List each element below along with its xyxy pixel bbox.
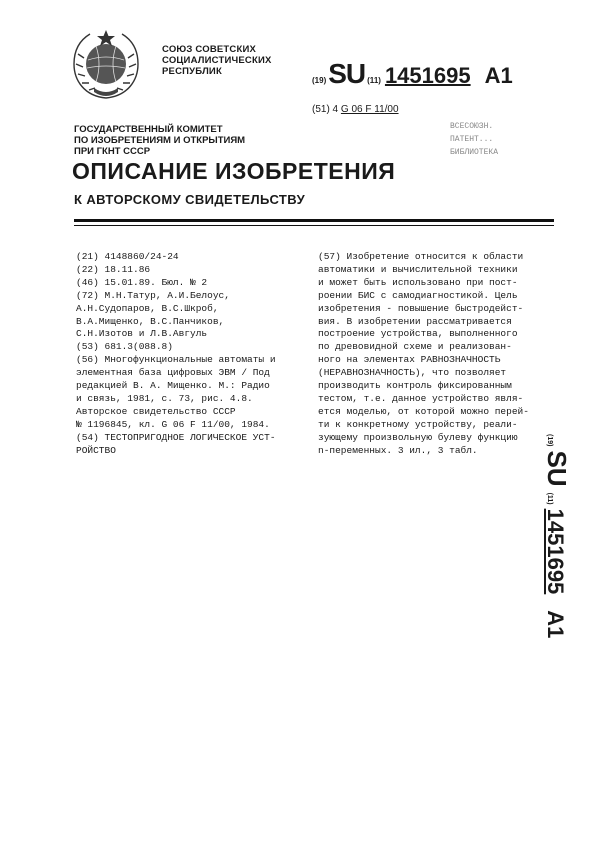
- stamp-line: ВСЕСОЮЗН.: [450, 122, 494, 131]
- abstract-line: производить контроль фиксированным: [318, 380, 512, 392]
- committee-line: ПРИ ГКНТ СССР: [74, 146, 151, 157]
- abstract-line: роении БИС с самодиагностикой. Цель: [318, 289, 518, 301]
- ipc-classification: [312, 104, 399, 115]
- stamp-line: ПАТЕНТ...: [450, 135, 494, 144]
- abstract-line: автоматики и вычислительной техники: [318, 263, 518, 275]
- abstract-line: ется моделью, от которой можно перей-: [318, 405, 529, 417]
- abstract-line: (57) Изобретение относится к области: [318, 251, 524, 262]
- biblio-line: Авторское свидетельство СССР: [76, 405, 236, 417]
- abstract-line: n-переменных. 3 ил., 3 табл.: [318, 444, 478, 456]
- biblio-line: № 1196845, кл. G 06 F 11/00, 1984.: [76, 418, 270, 430]
- biblio-line: РОЙСТВО: [76, 444, 116, 456]
- divider-thin: [74, 225, 554, 226]
- country-code: SU: [328, 58, 366, 89]
- inid-code-19: (19): [312, 76, 327, 85]
- country-line: СОЮЗ СОВЕТСКИХ: [162, 44, 257, 55]
- side-inid-code-11: (11): [546, 492, 553, 505]
- biblio-line: С.Н.Изотов и Л.В.Авгуль: [76, 328, 208, 340]
- abstract-line: изобретения - повышение быстродейст-: [318, 302, 524, 314]
- abstract-line: (НЕРАВНОЗНАЧНОСТЬ), что позволяет: [318, 367, 507, 379]
- inid-code-11: (11): [367, 76, 381, 85]
- side-publication-number-value: 1451695: [543, 508, 568, 595]
- biblio-line: А.Н.Судопаров, В.С.Шкроб,: [76, 302, 219, 314]
- library-stamp: [450, 120, 550, 166]
- biblio-line: (21) 4148860/24-24: [76, 251, 179, 262]
- abstract-line: тестом, т.е. данное устройство явля-: [318, 392, 524, 404]
- biblio-line: (72) М.Н.Татур, А.И.Белоус,: [76, 289, 230, 301]
- country-line: СОЦИАЛИСТИЧЕСКИХ: [162, 55, 272, 66]
- abstract-text: [318, 251, 554, 458]
- committee-line: ПО ИЗОБРЕТЕНИЯМ И ОТКРЫТИЯМ: [74, 135, 246, 146]
- abstract-line: ного на элементах РАВНОЗНАЧНОСТЬ: [318, 354, 501, 366]
- side-country-code: SU: [542, 450, 572, 487]
- biblio-line: В.А.Мищенко, В.С.Панчиков,: [76, 315, 225, 327]
- side-inid-code-19: (19): [546, 434, 553, 447]
- abstract-line: построение устройства, выполненного: [318, 328, 518, 340]
- biblio-line: элементная база цифровых ЭВМ / Под: [76, 367, 270, 379]
- country-line: РЕСПУБЛИК: [162, 66, 222, 77]
- ipc-class: G 06 F 11/00: [340, 104, 399, 115]
- divider-thick: [74, 219, 554, 222]
- stamp-line: БИБЛИОТЕКА: [450, 148, 499, 157]
- biblio-line: (22) 18.11.86: [76, 263, 151, 275]
- side-publication-number: [542, 434, 574, 684]
- biblio-line: (53) 681.3(088.8): [76, 341, 173, 353]
- ussr-emblem-icon: [66, 24, 146, 104]
- biblio-line: и связь, 1981, с. 73, рис. 4.8.: [76, 392, 253, 404]
- publication-number-block: [312, 58, 513, 90]
- abstract-line: зующему произвольную булеву функцию: [318, 431, 518, 443]
- abstract-line: по древовидной схеме и реализован-: [318, 341, 512, 353]
- bibliographic-data: [76, 251, 308, 458]
- abstract-line: и может быть использовано при пост-: [318, 276, 518, 288]
- abstract-line: ти к конкретному устройству, реали-: [318, 418, 518, 430]
- biblio-line: (56) Многофункциональные автоматы и: [76, 354, 276, 366]
- kind-code: A1: [484, 63, 513, 88]
- committee-line: ГОСУДАРСТВЕННЫЙ КОМИТЕТ: [74, 124, 223, 135]
- biblio-line: редакцией В. А. Мищенко. М.: Радио: [76, 380, 270, 392]
- abstract-line: вия. В изобретении рассматривается: [318, 315, 512, 327]
- biblio-line: (54) ТЕСТОПРИГОДНОЕ ЛОГИЧЕСКОЕ УСТ-: [76, 431, 276, 443]
- biblio-line: (46) 15.01.89. Бюл. № 2: [76, 276, 208, 288]
- document-title: ОПИСАНИЕ ИЗОБРЕТЕНИЯ: [72, 158, 396, 184]
- document-subtitle: К АВТОРСКОМУ СВИДЕТЕЛЬСТВУ: [74, 192, 306, 207]
- ipc-label: (51) 4: [312, 104, 339, 115]
- country-name: [162, 44, 272, 77]
- committee-name: [74, 124, 245, 157]
- publication-number: 1451695: [384, 63, 471, 88]
- side-kind-code: A1: [543, 610, 568, 639]
